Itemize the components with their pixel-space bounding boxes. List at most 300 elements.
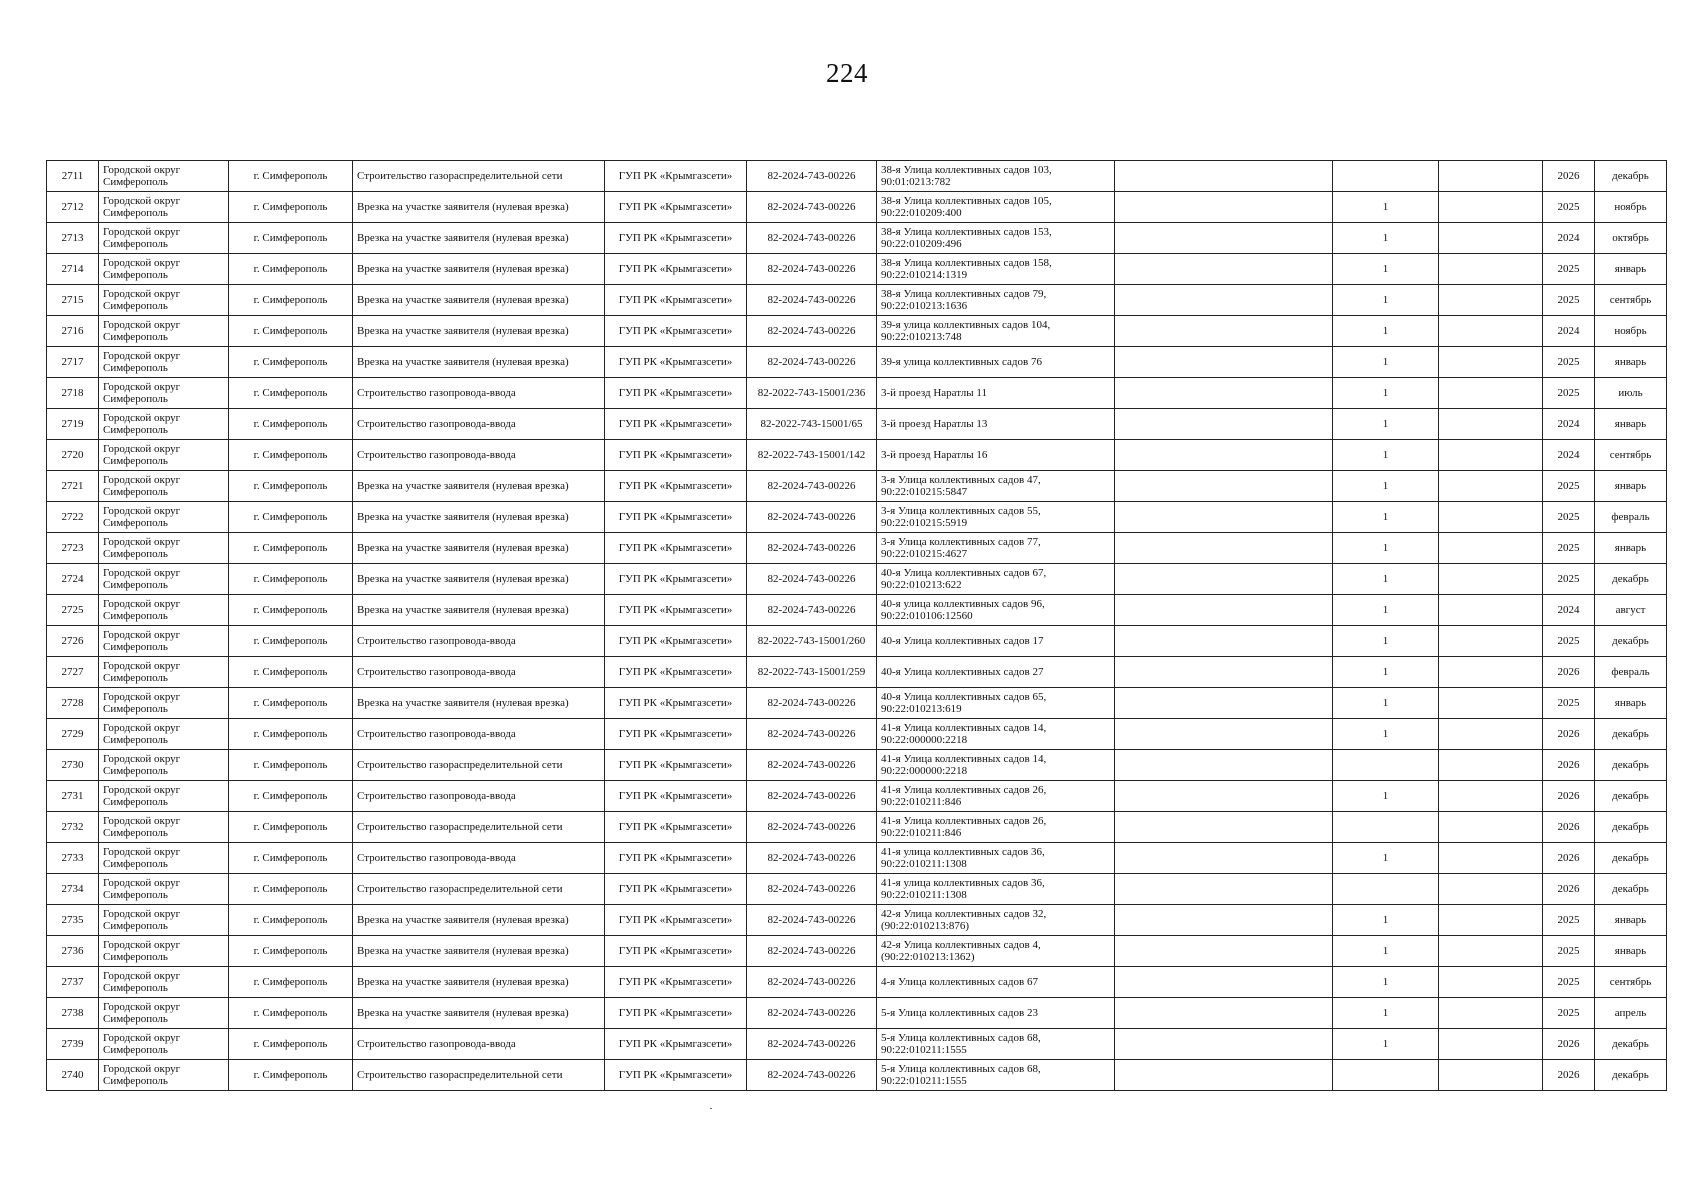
empty-cell bbox=[1115, 316, 1333, 347]
city-cell: г. Симферополь bbox=[229, 998, 353, 1029]
city-cell: г. Симферополь bbox=[229, 626, 353, 657]
table-row bbox=[47, 409, 1667, 440]
row-number-cell: 2711 bbox=[47, 161, 99, 192]
year-cell: 2024 bbox=[1543, 440, 1595, 471]
work-type-cell: Врезка на участке заявителя (нулевая врезка) bbox=[353, 316, 605, 347]
organization-cell: ГУП РК «Крымгазсети» bbox=[605, 316, 747, 347]
empty-cell bbox=[1115, 812, 1333, 843]
year-cell: 2024 bbox=[1543, 316, 1595, 347]
row-number-cell: 2724 bbox=[47, 564, 99, 595]
month-cell: декабрь bbox=[1595, 781, 1667, 812]
year-cell: 2025 bbox=[1543, 626, 1595, 657]
work-type-cell: Строительство газопровода-ввода bbox=[353, 719, 605, 750]
district-cell: Городской округ Симферополь bbox=[99, 533, 229, 564]
row-number-cell: 2732 bbox=[47, 812, 99, 843]
quantity-cell: 1 bbox=[1333, 1029, 1439, 1060]
empty-cell bbox=[1439, 161, 1543, 192]
quantity-cell bbox=[1333, 161, 1439, 192]
table-row bbox=[47, 688, 1667, 719]
row-number-cell: 2718 bbox=[47, 378, 99, 409]
organization-cell: ГУП РК «Крымгазсети» bbox=[605, 967, 747, 998]
quantity-cell: 1 bbox=[1333, 409, 1439, 440]
year-cell: 2026 bbox=[1543, 161, 1595, 192]
empty-cell bbox=[1115, 1029, 1333, 1060]
empty-cell bbox=[1439, 936, 1543, 967]
month-cell: сентябрь bbox=[1595, 440, 1667, 471]
district-cell: Городской округ Симферополь bbox=[99, 967, 229, 998]
year-cell: 2025 bbox=[1543, 285, 1595, 316]
empty-cell bbox=[1439, 998, 1543, 1029]
empty-cell bbox=[1115, 905, 1333, 936]
table-row bbox=[47, 471, 1667, 502]
quantity-cell bbox=[1333, 750, 1439, 781]
empty-cell bbox=[1115, 998, 1333, 1029]
district-cell: Городской округ Симферополь bbox=[99, 843, 229, 874]
quantity-cell: 1 bbox=[1333, 998, 1439, 1029]
month-cell: январь bbox=[1595, 254, 1667, 285]
month-cell: декабрь bbox=[1595, 1060, 1667, 1091]
row-number-cell: 2714 bbox=[47, 254, 99, 285]
city-cell: г. Симферополь bbox=[229, 936, 353, 967]
year-cell: 2025 bbox=[1543, 533, 1595, 564]
program-code-cell: 82-2024-743-00226 bbox=[747, 812, 877, 843]
organization-cell: ГУП РК «Крымгазсети» bbox=[605, 626, 747, 657]
row-number-cell: 2731 bbox=[47, 781, 99, 812]
row-number-cell: 2730 bbox=[47, 750, 99, 781]
empty-cell bbox=[1439, 409, 1543, 440]
row-number-cell: 2716 bbox=[47, 316, 99, 347]
work-type-cell: Строительство газопровода-ввода bbox=[353, 781, 605, 812]
empty-cell bbox=[1115, 843, 1333, 874]
row-number-cell: 2727 bbox=[47, 657, 99, 688]
district-cell: Городской округ Симферополь bbox=[99, 564, 229, 595]
program-code-cell: 82-2024-743-00226 bbox=[747, 254, 877, 285]
table-row bbox=[47, 161, 1667, 192]
year-cell: 2026 bbox=[1543, 1029, 1595, 1060]
work-type-cell: Врезка на участке заявителя (нулевая врезка) bbox=[353, 998, 605, 1029]
organization-cell: ГУП РК «Крымгазсети» bbox=[605, 192, 747, 223]
organization-cell: ГУП РК «Крымгазсети» bbox=[605, 533, 747, 564]
quantity-cell: 1 bbox=[1333, 502, 1439, 533]
address-cell: 38-я Улица коллективных садов 153, 90:22:010209:496 bbox=[877, 223, 1115, 254]
year-cell: 2025 bbox=[1543, 192, 1595, 223]
month-cell: январь bbox=[1595, 533, 1667, 564]
quantity-cell: 1 bbox=[1333, 471, 1439, 502]
empty-cell bbox=[1439, 812, 1543, 843]
address-cell: 40-я Улица коллективных садов 17 bbox=[877, 626, 1115, 657]
quantity-cell bbox=[1333, 1060, 1439, 1091]
empty-cell bbox=[1115, 657, 1333, 688]
city-cell: г. Симферополь bbox=[229, 657, 353, 688]
empty-cell bbox=[1115, 688, 1333, 719]
city-cell: г. Симферополь bbox=[229, 161, 353, 192]
city-cell: г. Симферополь bbox=[229, 843, 353, 874]
city-cell: г. Симферополь bbox=[229, 812, 353, 843]
work-type-cell: Строительство газораспределительной сети bbox=[353, 812, 605, 843]
empty-cell bbox=[1115, 378, 1333, 409]
work-type-cell: Врезка на участке заявителя (нулевая врезка) bbox=[353, 905, 605, 936]
table-row bbox=[47, 657, 1667, 688]
empty-cell bbox=[1439, 285, 1543, 316]
month-cell: август bbox=[1595, 595, 1667, 626]
district-cell: Городской округ Симферополь bbox=[99, 502, 229, 533]
address-cell: 40-я Улица коллективных садов 65, 90:22:010213:619 bbox=[877, 688, 1115, 719]
work-type-cell: Врезка на участке заявителя (нулевая врезка) bbox=[353, 936, 605, 967]
address-cell: 3-я Улица коллективных садов 55, 90:22:010215:5919 bbox=[877, 502, 1115, 533]
table-row bbox=[47, 254, 1667, 285]
empty-cell bbox=[1115, 595, 1333, 626]
year-cell: 2025 bbox=[1543, 564, 1595, 595]
empty-cell bbox=[1115, 347, 1333, 378]
month-cell: декабрь bbox=[1595, 626, 1667, 657]
district-cell: Городской округ Симферополь bbox=[99, 316, 229, 347]
month-cell: декабрь bbox=[1595, 161, 1667, 192]
table-row bbox=[47, 378, 1667, 409]
row-number-cell: 2728 bbox=[47, 688, 99, 719]
work-type-cell: Врезка на участке заявителя (нулевая врезка) bbox=[353, 564, 605, 595]
district-cell: Городской округ Симферополь bbox=[99, 905, 229, 936]
organization-cell: ГУП РК «Крымгазсети» bbox=[605, 471, 747, 502]
table-row bbox=[47, 812, 1667, 843]
district-cell: Городской округ Симферополь bbox=[99, 750, 229, 781]
organization-cell: ГУП РК «Крымгазсети» bbox=[605, 347, 747, 378]
table-row bbox=[47, 564, 1667, 595]
empty-cell bbox=[1115, 285, 1333, 316]
empty-cell bbox=[1115, 781, 1333, 812]
address-cell: 42-я Улица коллективных садов 32, (90:22:010213:876) bbox=[877, 905, 1115, 936]
row-number-cell: 2736 bbox=[47, 936, 99, 967]
city-cell: г. Симферополь bbox=[229, 905, 353, 936]
row-number-cell: 2729 bbox=[47, 719, 99, 750]
empty-cell bbox=[1439, 719, 1543, 750]
address-cell: 3-я Улица коллективных садов 77, 90:22:010215:4627 bbox=[877, 533, 1115, 564]
address-cell: 5-я Улица коллективных садов 68, 90:22:010211:1555 bbox=[877, 1060, 1115, 1091]
city-cell: г. Симферополь bbox=[229, 688, 353, 719]
empty-cell bbox=[1115, 967, 1333, 998]
organization-cell: ГУП РК «Крымгазсети» bbox=[605, 719, 747, 750]
empty-cell bbox=[1115, 564, 1333, 595]
district-cell: Городской округ Симферополь bbox=[99, 781, 229, 812]
year-cell: 2026 bbox=[1543, 812, 1595, 843]
district-cell: Городской округ Симферополь bbox=[99, 192, 229, 223]
empty-cell bbox=[1115, 161, 1333, 192]
work-type-cell: Врезка на участке заявителя (нулевая врезка) bbox=[353, 254, 605, 285]
empty-cell bbox=[1115, 254, 1333, 285]
year-cell: 2026 bbox=[1543, 750, 1595, 781]
district-cell: Городской округ Симферополь bbox=[99, 719, 229, 750]
work-type-cell: Врезка на участке заявителя (нулевая врезка) bbox=[353, 347, 605, 378]
year-cell: 2024 bbox=[1543, 223, 1595, 254]
empty-cell bbox=[1439, 905, 1543, 936]
organization-cell: ГУП РК «Крымгазсети» bbox=[605, 688, 747, 719]
month-cell: сентябрь bbox=[1595, 285, 1667, 316]
district-cell: Городской округ Симферополь bbox=[99, 626, 229, 657]
work-type-cell: Строительство газопровода-ввода bbox=[353, 409, 605, 440]
table-row bbox=[47, 347, 1667, 378]
city-cell: г. Симферополь bbox=[229, 564, 353, 595]
program-code-cell: 82-2024-743-00226 bbox=[747, 347, 877, 378]
quantity-cell: 1 bbox=[1333, 905, 1439, 936]
quantity-cell: 1 bbox=[1333, 285, 1439, 316]
table-row bbox=[47, 719, 1667, 750]
empty-cell bbox=[1439, 564, 1543, 595]
row-number-cell: 2722 bbox=[47, 502, 99, 533]
empty-cell bbox=[1439, 378, 1543, 409]
work-type-cell: Врезка на участке заявителя (нулевая врезка) bbox=[353, 595, 605, 626]
empty-cell bbox=[1115, 874, 1333, 905]
district-cell: Городской округ Симферополь bbox=[99, 688, 229, 719]
program-code-cell: 82-2024-743-00226 bbox=[747, 1060, 877, 1091]
address-cell: 38-я Улица коллективных садов 79, 90:22:010213:1636 bbox=[877, 285, 1115, 316]
work-type-cell: Строительство газораспределительной сети bbox=[353, 161, 605, 192]
year-cell: 2025 bbox=[1543, 347, 1595, 378]
quantity-cell: 1 bbox=[1333, 347, 1439, 378]
organization-cell: ГУП РК «Крымгазсети» bbox=[605, 936, 747, 967]
empty-cell bbox=[1115, 440, 1333, 471]
work-type-cell: Врезка на участке заявителя (нулевая врезка) bbox=[353, 688, 605, 719]
program-code-cell: 82-2024-743-00226 bbox=[747, 471, 877, 502]
month-cell: январь bbox=[1595, 905, 1667, 936]
program-code-cell: 82-2024-743-00226 bbox=[747, 595, 877, 626]
empty-cell bbox=[1115, 223, 1333, 254]
city-cell: г. Симферополь bbox=[229, 533, 353, 564]
month-cell: июль bbox=[1595, 378, 1667, 409]
district-cell: Городской округ Симферополь bbox=[99, 223, 229, 254]
program-code-cell: 82-2024-743-00226 bbox=[747, 998, 877, 1029]
program-code-cell: 82-2022-743-15001/236 bbox=[747, 378, 877, 409]
organization-cell: ГУП РК «Крымгазсети» bbox=[605, 905, 747, 936]
month-cell: январь bbox=[1595, 936, 1667, 967]
organization-cell: ГУП РК «Крымгазсети» bbox=[605, 285, 747, 316]
address-cell: 41-я Улица коллективных садов 14, 90:22:000000:2218 bbox=[877, 719, 1115, 750]
program-code-cell: 82-2024-743-00226 bbox=[747, 533, 877, 564]
empty-cell bbox=[1115, 719, 1333, 750]
district-cell: Городской округ Симферополь bbox=[99, 285, 229, 316]
city-cell: г. Симферополь bbox=[229, 440, 353, 471]
address-cell: 39-я улица коллективных садов 76 bbox=[877, 347, 1115, 378]
address-cell: 41-я Улица коллективных садов 26, 90:22:010211:846 bbox=[877, 812, 1115, 843]
table-row bbox=[47, 843, 1667, 874]
table-row bbox=[47, 285, 1667, 316]
city-cell: г. Симферополь bbox=[229, 471, 353, 502]
row-number-cell: 2725 bbox=[47, 595, 99, 626]
empty-cell bbox=[1439, 626, 1543, 657]
address-cell: 3-й проезд Наратлы 11 bbox=[877, 378, 1115, 409]
quantity-cell: 1 bbox=[1333, 626, 1439, 657]
quantity-cell: 1 bbox=[1333, 781, 1439, 812]
address-cell: 40-я Улица коллективных садов 27 bbox=[877, 657, 1115, 688]
organization-cell: ГУП РК «Крымгазсети» bbox=[605, 378, 747, 409]
district-cell: Городской округ Симферополь bbox=[99, 1060, 229, 1091]
work-type-cell: Строительство газопровода-ввода bbox=[353, 1029, 605, 1060]
table-row bbox=[47, 781, 1667, 812]
organization-cell: ГУП РК «Крымгазсети» bbox=[605, 440, 747, 471]
year-cell: 2026 bbox=[1543, 874, 1595, 905]
table-row bbox=[47, 874, 1667, 905]
table-row bbox=[47, 750, 1667, 781]
district-cell: Городской округ Симферополь bbox=[99, 347, 229, 378]
empty-cell bbox=[1439, 471, 1543, 502]
address-cell: 3-й проезд Наратлы 16 bbox=[877, 440, 1115, 471]
empty-cell bbox=[1439, 657, 1543, 688]
row-number-cell: 2720 bbox=[47, 440, 99, 471]
empty-cell bbox=[1115, 409, 1333, 440]
table-row bbox=[47, 626, 1667, 657]
empty-cell bbox=[1439, 192, 1543, 223]
empty-cell bbox=[1115, 1060, 1333, 1091]
city-cell: г. Симферополь bbox=[229, 223, 353, 254]
organization-cell: ГУП РК «Крымгазсети» bbox=[605, 781, 747, 812]
year-cell: 2025 bbox=[1543, 378, 1595, 409]
year-cell: 2026 bbox=[1543, 843, 1595, 874]
quantity-cell: 1 bbox=[1333, 192, 1439, 223]
quantity-cell: 1 bbox=[1333, 316, 1439, 347]
year-cell: 2025 bbox=[1543, 936, 1595, 967]
city-cell: г. Симферополь bbox=[229, 874, 353, 905]
quantity-cell: 1 bbox=[1333, 967, 1439, 998]
district-cell: Городской округ Симферополь bbox=[99, 1029, 229, 1060]
month-cell: январь bbox=[1595, 409, 1667, 440]
district-cell: Городской округ Симферополь bbox=[99, 254, 229, 285]
address-cell: 4-я Улица коллективных садов 67 bbox=[877, 967, 1115, 998]
work-type-cell: Врезка на участке заявителя (нулевая врезка) bbox=[353, 533, 605, 564]
row-number-cell: 2733 bbox=[47, 843, 99, 874]
empty-cell bbox=[1115, 936, 1333, 967]
quantity-cell: 1 bbox=[1333, 223, 1439, 254]
year-cell: 2025 bbox=[1543, 471, 1595, 502]
year-cell: 2025 bbox=[1543, 502, 1595, 533]
month-cell: октябрь bbox=[1595, 223, 1667, 254]
row-number-cell: 2719 bbox=[47, 409, 99, 440]
quantity-cell bbox=[1333, 812, 1439, 843]
program-code-cell: 82-2022-743-15001/65 bbox=[747, 409, 877, 440]
empty-cell bbox=[1439, 595, 1543, 626]
program-code-cell: 82-2024-743-00226 bbox=[747, 192, 877, 223]
organization-cell: ГУП РК «Крымгазсети» bbox=[605, 502, 747, 533]
district-cell: Городской округ Симферополь bbox=[99, 998, 229, 1029]
year-cell: 2026 bbox=[1543, 1060, 1595, 1091]
address-cell: 41-я улица коллективных садов 36, 90:22:010211:1308 bbox=[877, 843, 1115, 874]
program-code-cell: 82-2024-743-00226 bbox=[747, 316, 877, 347]
city-cell: г. Симферополь bbox=[229, 719, 353, 750]
organization-cell: ГУП РК «Крымгазсети» bbox=[605, 657, 747, 688]
empty-cell bbox=[1439, 347, 1543, 378]
month-cell: ноябрь bbox=[1595, 316, 1667, 347]
table-row bbox=[47, 316, 1667, 347]
empty-cell bbox=[1439, 254, 1543, 285]
year-cell: 2024 bbox=[1543, 409, 1595, 440]
organization-cell: ГУП РК «Крымгазсети» bbox=[605, 254, 747, 285]
district-cell: Городской округ Симферополь bbox=[99, 471, 229, 502]
work-type-cell: Врезка на участке заявителя (нулевая врезка) bbox=[353, 285, 605, 316]
quantity-cell bbox=[1333, 874, 1439, 905]
program-code-cell: 82-2024-743-00226 bbox=[747, 564, 877, 595]
year-cell: 2024 bbox=[1543, 595, 1595, 626]
city-cell: г. Симферополь bbox=[229, 750, 353, 781]
work-type-cell: Строительство газораспределительной сети bbox=[353, 1060, 605, 1091]
empty-cell bbox=[1439, 843, 1543, 874]
address-cell: 5-я Улица коллективных садов 23 bbox=[877, 998, 1115, 1029]
month-cell: ноябрь bbox=[1595, 192, 1667, 223]
empty-cell bbox=[1439, 688, 1543, 719]
program-code-cell: 82-2024-743-00226 bbox=[747, 719, 877, 750]
empty-cell bbox=[1439, 1029, 1543, 1060]
work-type-cell: Строительство газопровода-ввода bbox=[353, 843, 605, 874]
quantity-cell: 1 bbox=[1333, 657, 1439, 688]
program-code-cell: 82-2024-743-00226 bbox=[747, 936, 877, 967]
scan-speck bbox=[710, 1108, 712, 1109]
empty-cell bbox=[1115, 533, 1333, 564]
program-code-cell: 82-2024-743-00226 bbox=[747, 750, 877, 781]
empty-cell bbox=[1439, 781, 1543, 812]
work-type-cell: Врезка на участке заявителя (нулевая врезка) bbox=[353, 967, 605, 998]
empty-cell bbox=[1439, 1060, 1543, 1091]
program-code-cell: 82-2024-743-00226 bbox=[747, 874, 877, 905]
program-code-cell: 82-2022-743-15001/142 bbox=[747, 440, 877, 471]
empty-cell bbox=[1439, 533, 1543, 564]
program-code-cell: 82-2024-743-00226 bbox=[747, 843, 877, 874]
work-type-cell: Строительство газопровода-ввода bbox=[353, 378, 605, 409]
program-code-cell: 82-2024-743-00226 bbox=[747, 161, 877, 192]
row-number-cell: 2721 bbox=[47, 471, 99, 502]
year-cell: 2025 bbox=[1543, 998, 1595, 1029]
address-cell: 38-я Улица коллективных садов 158, 90:22:010214:1319 bbox=[877, 254, 1115, 285]
row-number-cell: 2739 bbox=[47, 1029, 99, 1060]
district-cell: Городской округ Симферополь bbox=[99, 812, 229, 843]
month-cell: январь bbox=[1595, 471, 1667, 502]
city-cell: г. Симферополь bbox=[229, 409, 353, 440]
month-cell: декабрь bbox=[1595, 564, 1667, 595]
organization-cell: ГУП РК «Крымгазсети» bbox=[605, 595, 747, 626]
city-cell: г. Симферополь bbox=[229, 781, 353, 812]
program-code-cell: 82-2024-743-00226 bbox=[747, 781, 877, 812]
row-number-cell: 2715 bbox=[47, 285, 99, 316]
city-cell: г. Симферополь bbox=[229, 254, 353, 285]
district-cell: Городской округ Симферополь bbox=[99, 440, 229, 471]
empty-cell bbox=[1115, 626, 1333, 657]
district-cell: Городской округ Симферополь bbox=[99, 409, 229, 440]
city-cell: г. Симферополь bbox=[229, 502, 353, 533]
empty-cell bbox=[1115, 192, 1333, 223]
city-cell: г. Симферополь bbox=[229, 192, 353, 223]
table-row bbox=[47, 905, 1667, 936]
organization-cell: ГУП РК «Крымгазсети» bbox=[605, 161, 747, 192]
address-cell: 3-й проезд Наратлы 13 bbox=[877, 409, 1115, 440]
address-cell: 38-я Улица коллективных садов 105, 90:22:010209:400 bbox=[877, 192, 1115, 223]
empty-cell bbox=[1115, 750, 1333, 781]
row-number-cell: 2717 bbox=[47, 347, 99, 378]
empty-cell bbox=[1439, 440, 1543, 471]
work-type-cell: Строительство газопровода-ввода bbox=[353, 626, 605, 657]
row-number-cell: 2735 bbox=[47, 905, 99, 936]
district-cell: Городской округ Симферополь bbox=[99, 657, 229, 688]
quantity-cell: 1 bbox=[1333, 533, 1439, 564]
row-number-cell: 2738 bbox=[47, 998, 99, 1029]
month-cell: декабрь bbox=[1595, 1029, 1667, 1060]
district-cell: Городской округ Симферополь bbox=[99, 595, 229, 626]
year-cell: 2026 bbox=[1543, 719, 1595, 750]
address-cell: 39-я улица коллективных садов 104, 90:22:010213:748 bbox=[877, 316, 1115, 347]
program-code-cell: 82-2024-743-00226 bbox=[747, 502, 877, 533]
city-cell: г. Симферополь bbox=[229, 967, 353, 998]
month-cell: апрель bbox=[1595, 998, 1667, 1029]
table-body bbox=[47, 161, 1667, 1091]
address-cell: 38-я Улица коллективных садов 103, 90:01:0213:782 bbox=[877, 161, 1115, 192]
district-cell: Городской округ Симферополь bbox=[99, 874, 229, 905]
program-code-cell: 82-2024-743-00226 bbox=[747, 967, 877, 998]
empty-cell bbox=[1115, 502, 1333, 533]
year-cell: 2026 bbox=[1543, 781, 1595, 812]
